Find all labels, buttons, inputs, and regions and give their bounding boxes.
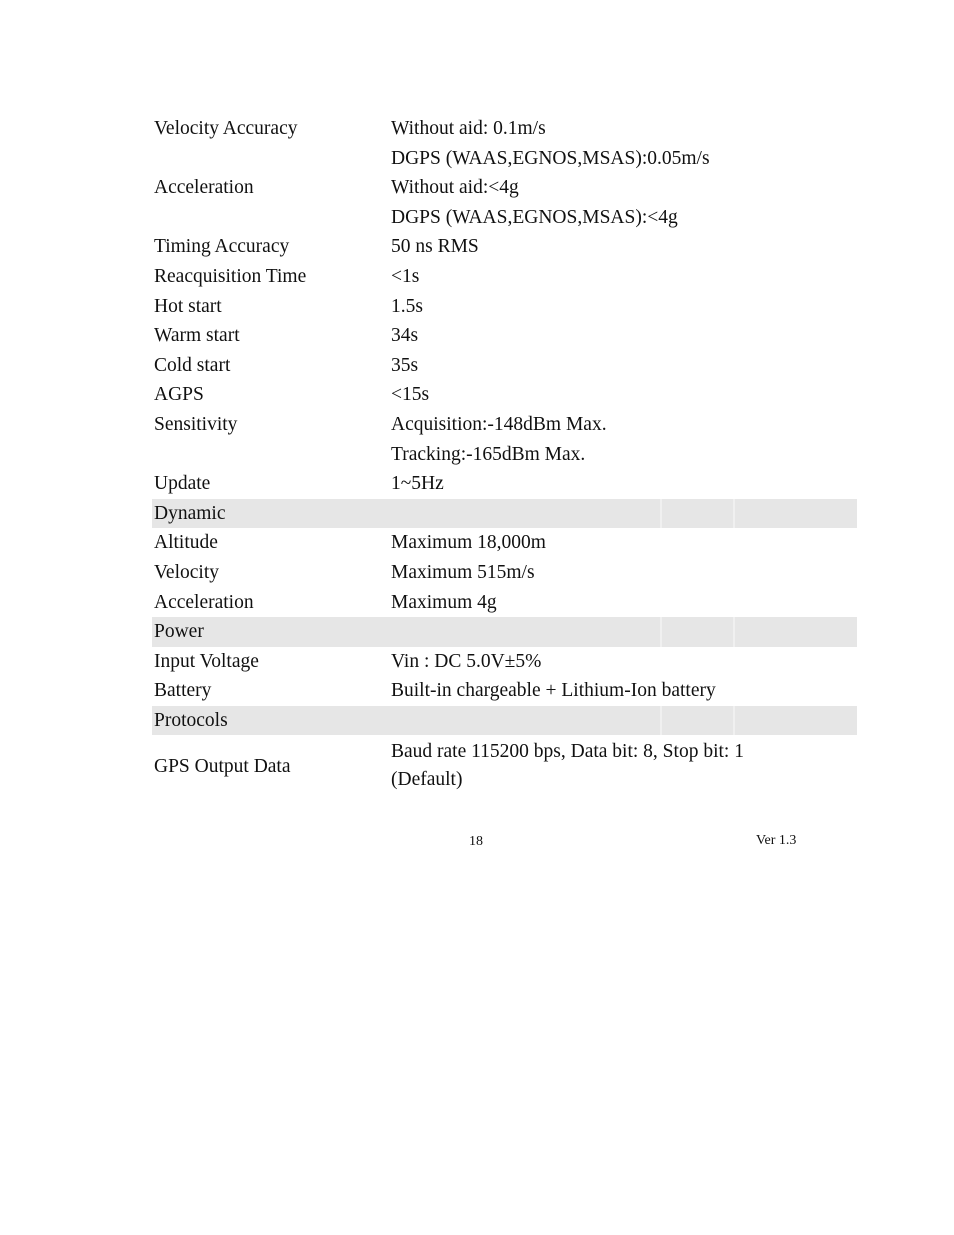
spec-value: 34s xyxy=(391,325,419,347)
spec-row xyxy=(152,647,857,677)
spec-value: 1.5s xyxy=(391,295,423,317)
spec-label: Update xyxy=(154,473,211,495)
spec-row xyxy=(152,232,857,262)
cell-divider xyxy=(733,617,735,647)
spec-value: Baud rate 115200 bps, Data bit: 8, Stop bit: 1 xyxy=(391,741,744,763)
document-version: Ver 1.3 xyxy=(756,833,797,848)
spec-value: 1~5Hz xyxy=(391,473,444,495)
spec-values xyxy=(391,114,857,173)
spec-label: Sensitivity xyxy=(154,413,238,435)
spec-row xyxy=(152,262,857,292)
spec-label: Hot start xyxy=(154,295,222,317)
spec-row xyxy=(152,588,857,618)
spec-values xyxy=(391,380,857,410)
spec-row xyxy=(152,737,857,795)
cell-divider xyxy=(660,499,662,529)
spec-label: Velocity Accuracy xyxy=(154,118,298,139)
spec-row xyxy=(152,351,857,381)
section-title: Dynamic xyxy=(154,502,226,524)
spec-label: Cold start xyxy=(154,354,231,376)
spec-values xyxy=(391,676,857,706)
spec-value: Maximum 515m/s xyxy=(391,561,535,583)
section-header-row xyxy=(152,499,857,529)
spec-value: Maximum 4g xyxy=(391,591,497,613)
spec-row xyxy=(152,380,857,410)
cell-divider xyxy=(660,617,662,647)
spec-value: DGPS (WAAS,EGNOS,MSAS):<4g xyxy=(391,206,678,228)
spec-value: <1s xyxy=(391,265,420,287)
spec-values xyxy=(391,469,857,499)
section-header-row xyxy=(152,617,857,647)
spec-label: Acceleration xyxy=(154,591,254,613)
spec-row xyxy=(152,114,857,173)
spec-label: Timing Accuracy xyxy=(154,236,290,258)
spec-row xyxy=(152,173,857,232)
spec-values xyxy=(391,292,857,322)
spec-value: Acquisition:-148dBm Max. xyxy=(391,413,607,435)
page-number: 18 xyxy=(469,834,483,849)
spec-value: <15s xyxy=(391,384,430,406)
cell-divider xyxy=(733,499,735,529)
spec-value: Vin : DC 5.0V±5% xyxy=(391,650,542,672)
spec-row xyxy=(152,410,857,469)
spec-label: Battery xyxy=(154,680,212,702)
spec-label: Input Voltage xyxy=(154,650,259,672)
spec-values xyxy=(391,262,857,292)
spec-value: (Default) xyxy=(391,769,463,791)
spec-value: Without aid:<4g xyxy=(391,177,519,199)
spec-label: Reacquisition Time xyxy=(154,265,307,287)
spec-value: 50 ns RMS xyxy=(391,236,479,258)
spec-row xyxy=(152,469,857,499)
spec-label: Altitude xyxy=(154,532,218,554)
spec-values xyxy=(391,588,857,618)
spec-value: Built-in chargeable + Lithium-Ion battery xyxy=(391,680,716,702)
spec-values xyxy=(391,647,857,677)
spec-row xyxy=(152,528,857,558)
spec-row xyxy=(152,321,857,351)
spec-value: Tracking:-165dBm Max. xyxy=(391,443,586,465)
spec-value: DGPS (WAAS,EGNOS,MSAS):0.05m/s xyxy=(391,147,710,169)
spec-value: Maximum 18,000m xyxy=(391,532,546,554)
spec-label: Warm start xyxy=(154,325,240,347)
spec-values xyxy=(391,232,857,262)
spec-row xyxy=(152,558,857,588)
specification-table xyxy=(152,114,857,795)
spec-values xyxy=(391,738,857,794)
spec-values xyxy=(391,321,857,351)
spec-label: Acceleration xyxy=(154,177,254,199)
cell-divider xyxy=(733,706,735,736)
spec-values xyxy=(391,410,857,469)
spec-values xyxy=(391,351,857,381)
spec-values xyxy=(391,558,857,588)
section-title: Protocols xyxy=(154,709,228,731)
cell-divider xyxy=(660,706,662,736)
spec-label: AGPS xyxy=(154,384,204,406)
spec-row xyxy=(152,292,857,322)
spec-values xyxy=(391,173,857,232)
spec-value: Without aid: 0.1m/s xyxy=(391,118,546,139)
spec-value: 35s xyxy=(391,354,419,376)
spec-values xyxy=(391,528,857,558)
section-title: Power xyxy=(154,621,204,643)
spec-label: GPS Output Data xyxy=(154,755,291,777)
section-header-row xyxy=(152,706,857,736)
spec-label: Velocity xyxy=(154,561,219,583)
spec-row xyxy=(152,676,857,706)
